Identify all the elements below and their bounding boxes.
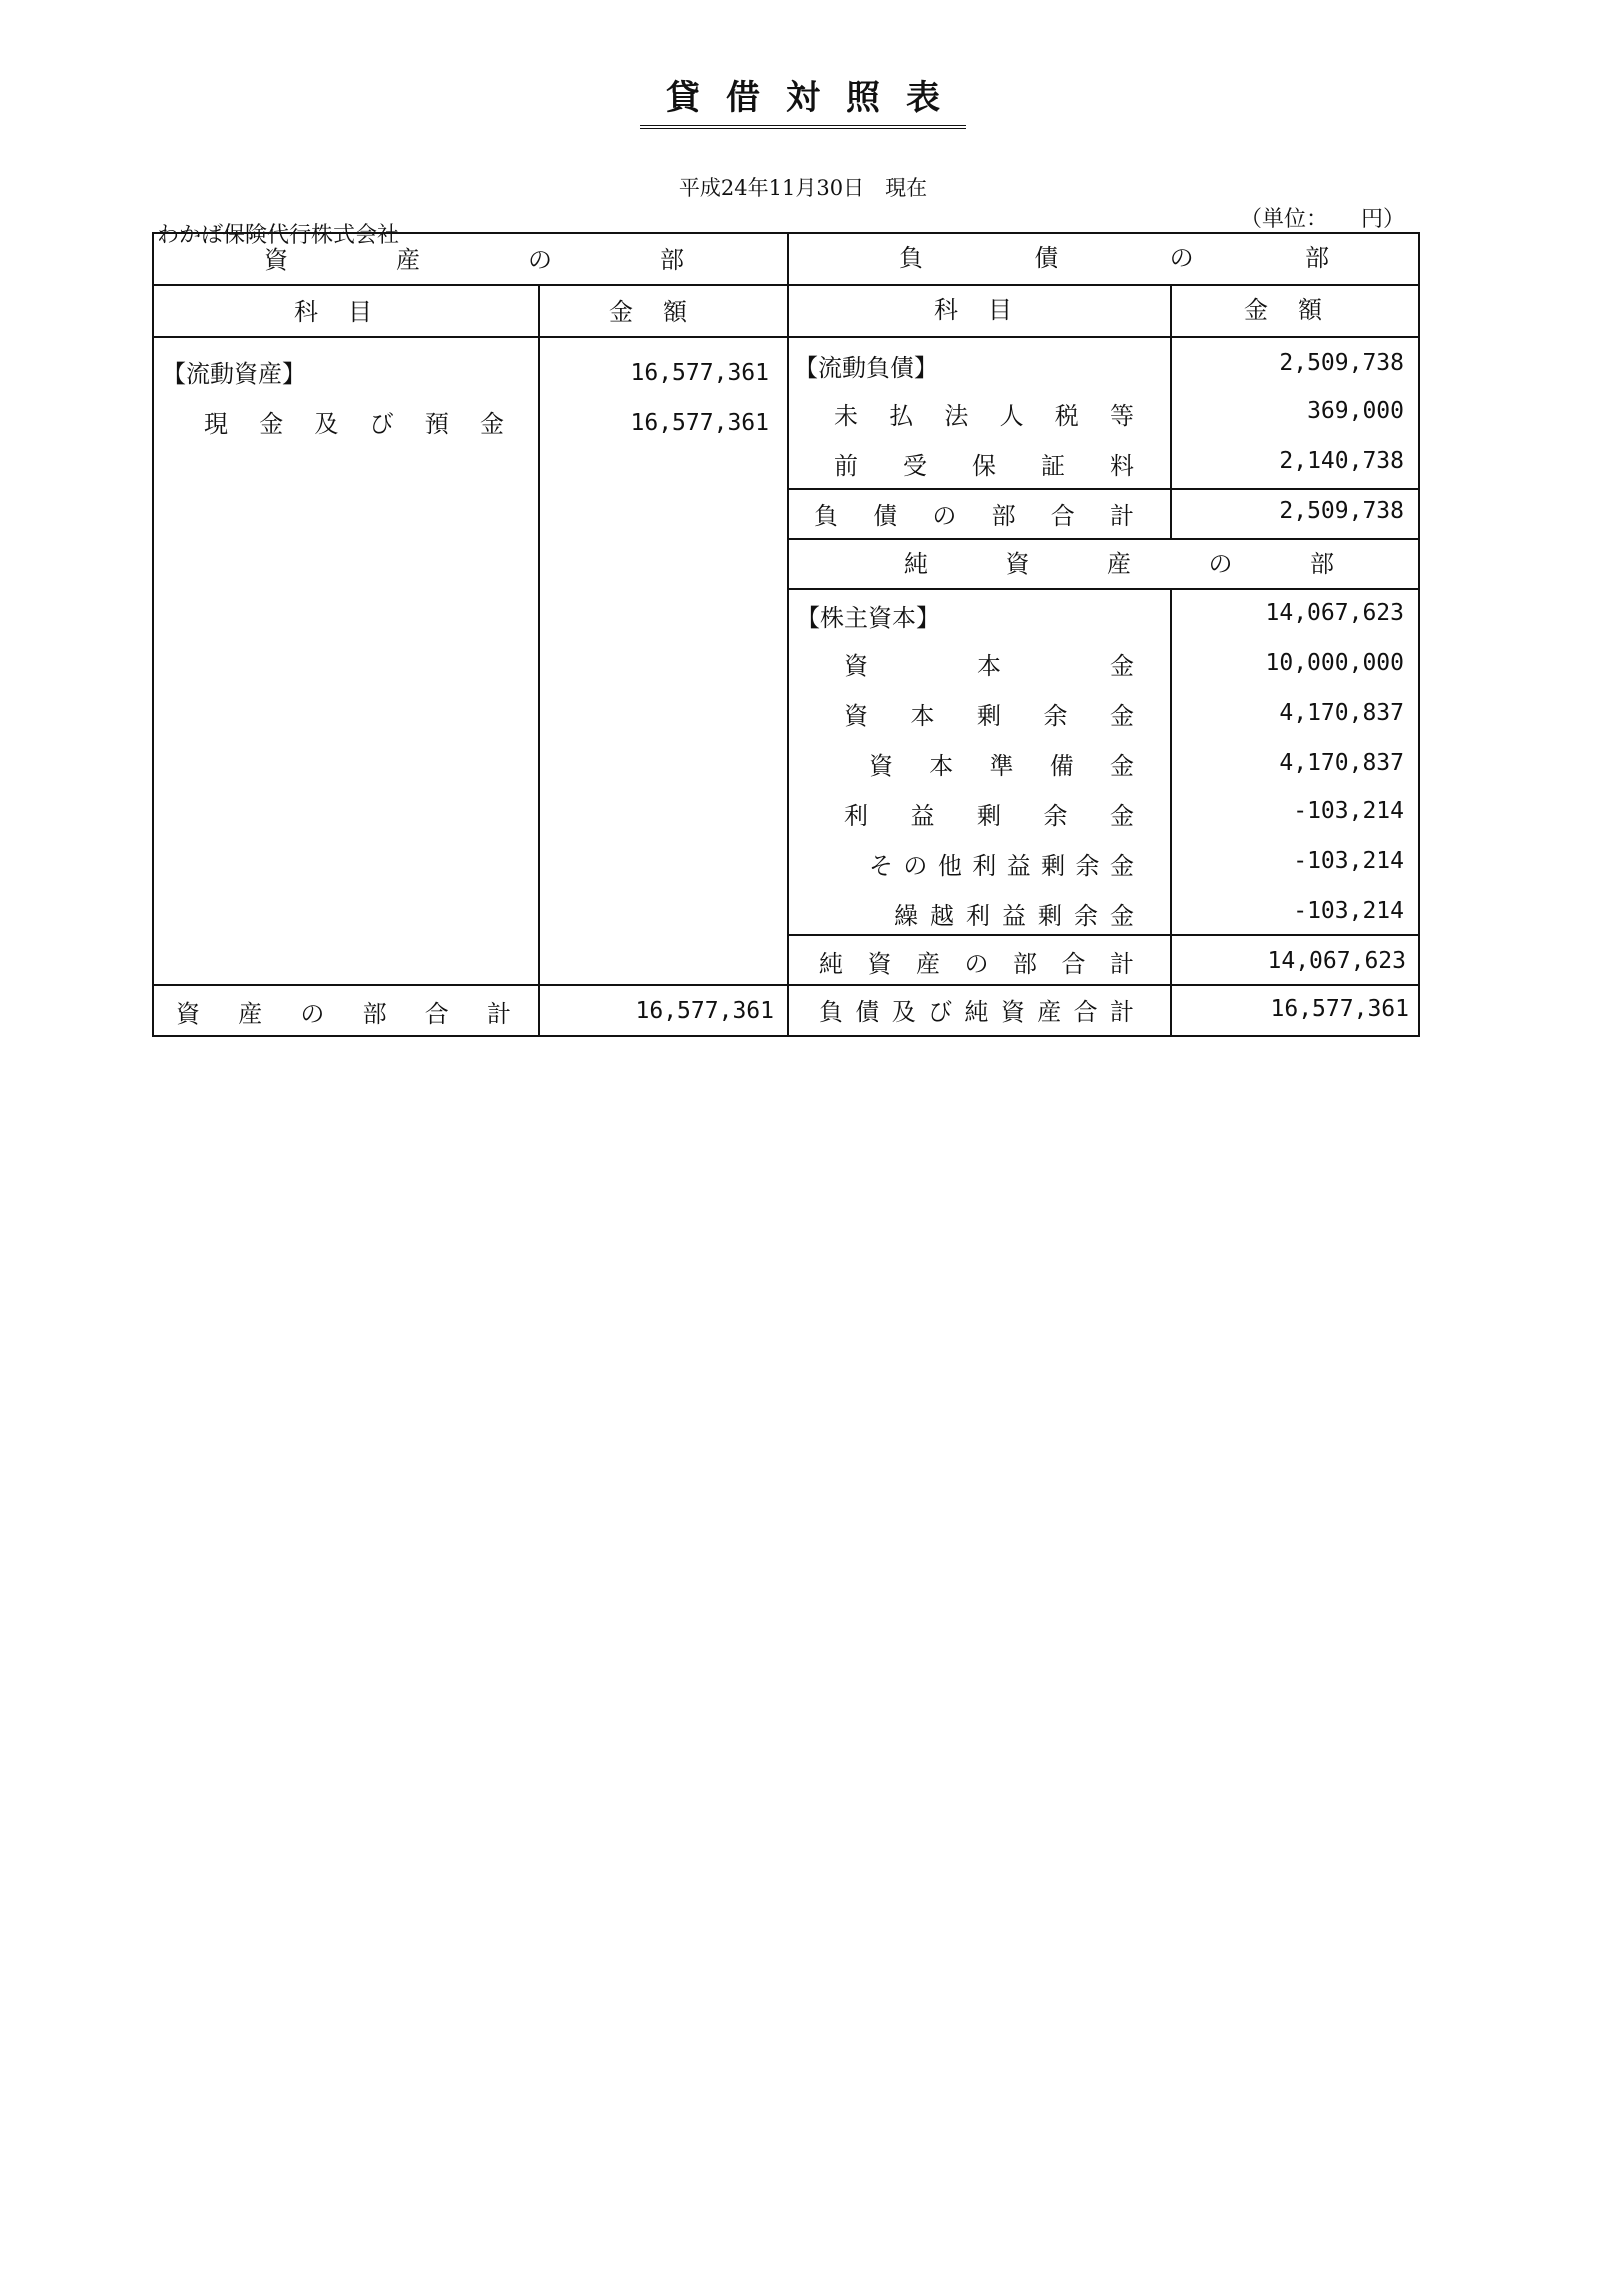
carried-forward-amount: -103,214 xyxy=(1293,898,1404,924)
divider xyxy=(787,588,1418,590)
divider xyxy=(154,284,1418,286)
current-liabilities-amount: 2,509,738 xyxy=(1279,350,1404,376)
income-tax-label: 未 払 法 人 税 等 xyxy=(834,402,1134,430)
company-name: わかば保険代行株式会社 xyxy=(157,223,400,248)
other-retained-amount: -103,214 xyxy=(1293,848,1404,874)
capital-reserve-amount: 4,170,837 xyxy=(1279,750,1404,776)
assets-section-header: 資 産 の 部 xyxy=(264,246,684,274)
retained-earnings-label: 利 益 剰 余 金 xyxy=(844,802,1134,830)
capital-reserve-label: 資 本 準 備 金 xyxy=(869,752,1134,780)
document-title: 貸借対照表 xyxy=(0,70,1606,129)
net-assets-total-label: 純 資 産 の 部 合 計 xyxy=(819,950,1134,978)
divider xyxy=(787,488,1418,490)
current-assets-label: 【流動資産】 xyxy=(162,360,306,388)
income-tax-amount: 369,000 xyxy=(1307,398,1404,424)
liabilities-col-amount: 金額 xyxy=(1244,296,1352,324)
liabilities-total-amount: 2,509,738 xyxy=(1279,498,1404,524)
current-liabilities-label: 【流動負債】 xyxy=(794,354,938,382)
equity-amount: 14,067,623 xyxy=(1265,600,1404,626)
assets-col-amount: 金額 xyxy=(609,298,717,326)
grand-total-label: 負 債 及 び 純 資 産 合 計 xyxy=(819,998,1134,1026)
assets-total-amount: 16,577,361 xyxy=(635,998,774,1024)
net-assets-section-header: 純 資 産 の 部 xyxy=(904,550,1334,578)
unit-label: （単位： 円） xyxy=(1240,207,1406,232)
equity-label: 【株主資本】 xyxy=(796,604,940,632)
liabilities-col-item: 科目 xyxy=(934,296,1042,324)
divider xyxy=(787,538,1418,540)
assets-total-label: 資 産 の 部 合 計 xyxy=(176,1000,511,1028)
divider xyxy=(1170,284,1172,538)
divider xyxy=(154,336,1418,338)
as-of-date: 平成24年11月30日 現在 xyxy=(678,176,928,200)
net-assets-total-amount: 14,067,623 xyxy=(1267,948,1406,974)
liabilities-section-header: 負 債 の 部 xyxy=(899,244,1329,272)
deposit-amount: 2,140,738 xyxy=(1279,448,1404,474)
capital-surplus-label: 資 本 剰 余 金 xyxy=(844,702,1134,730)
carried-forward-label: 繰 越 利 益 剰 余 金 xyxy=(894,902,1134,930)
divider xyxy=(538,284,540,1037)
retained-earnings-amount: -103,214 xyxy=(1293,798,1404,824)
other-retained-label: そ の 他 利 益 剰 余 金 xyxy=(869,852,1134,880)
balance-sheet-table xyxy=(152,232,1420,1037)
divider xyxy=(154,984,1418,986)
cash-label: 現 金 及 び 預 金 xyxy=(204,410,504,438)
liabilities-total-label: 負 債 の 部 合 計 xyxy=(814,502,1134,530)
capital-surplus-amount: 4,170,837 xyxy=(1279,700,1404,726)
current-assets-amount: 16,577,361 xyxy=(630,360,769,386)
cash-amount: 16,577,361 xyxy=(630,410,769,436)
grand-total-amount: 16,577,361 xyxy=(1270,996,1409,1022)
capital-amount: 10,000,000 xyxy=(1265,650,1404,676)
divider xyxy=(1170,588,1172,1037)
divider xyxy=(787,234,789,1037)
capital-label: 資 本 金 xyxy=(844,652,1134,680)
divider xyxy=(787,934,1418,936)
assets-col-item: 科目 xyxy=(294,298,402,326)
deposit-label: 前 受 保 証 料 xyxy=(834,452,1134,480)
